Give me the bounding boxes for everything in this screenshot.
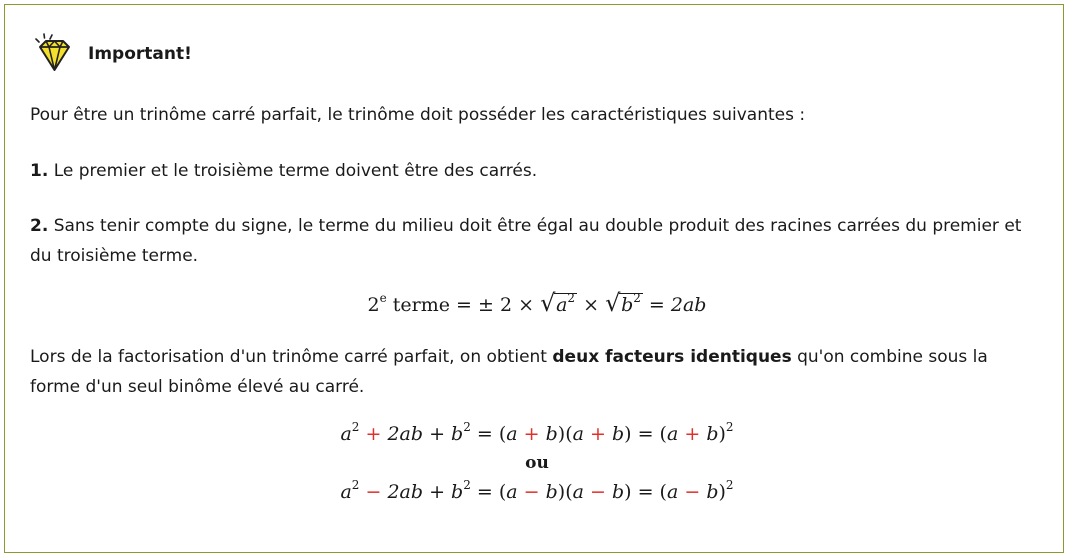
sqrt-a-squared: √ $a^2$ <box>540 289 576 317</box>
middle-term-formula: 2e terme = ± 2 × √ $a^2$ × √ $b^2 = 2ab$ <box>367 289 707 317</box>
identity-minus: $a^2 - 2ab + b^2 = (a - b)(a - b) = (a - b)^2$ <box>340 478 734 503</box>
rule-1 <box>30 156 1040 186</box>
rule-1-text: Le premier et le troisième terme doivent être des carrés. <box>53 161 538 181</box>
identity-plus: $a^2 + 2ab + b^2 = (a + b)(a + b) = (a + b)^2$ <box>340 420 734 445</box>
or-word: ou <box>525 453 549 473</box>
card-header <box>30 30 192 78</box>
rule-2 <box>30 211 1040 271</box>
rule-2-text: Sans tenir compte du signe, le terme du milieu doit être égal au double produit des racines carrées du premier et du troisième terme. <box>30 216 1022 266</box>
rule-2-number: 2. <box>30 216 49 236</box>
sqrt-b-squared: √ $b^2$ <box>605 289 641 317</box>
diamond-icon <box>30 30 78 78</box>
emphasis-identical-factors: deux facteurs identiques <box>552 347 792 367</box>
factorisation-text: Lors de la factorisation d'un trinôme carré parfait, on obtient deux facteurs identiques qu'on combine sous la forme d'un seul binôme élevé au carré. <box>30 347 988 397</box>
intro-text: Pour être un trinôme carré parfait, le trinôme doit posséder les caractéristiques suivantes : <box>30 105 806 125</box>
rule-1-number: 1. <box>30 161 49 181</box>
header-title: Important! <box>88 44 192 64</box>
